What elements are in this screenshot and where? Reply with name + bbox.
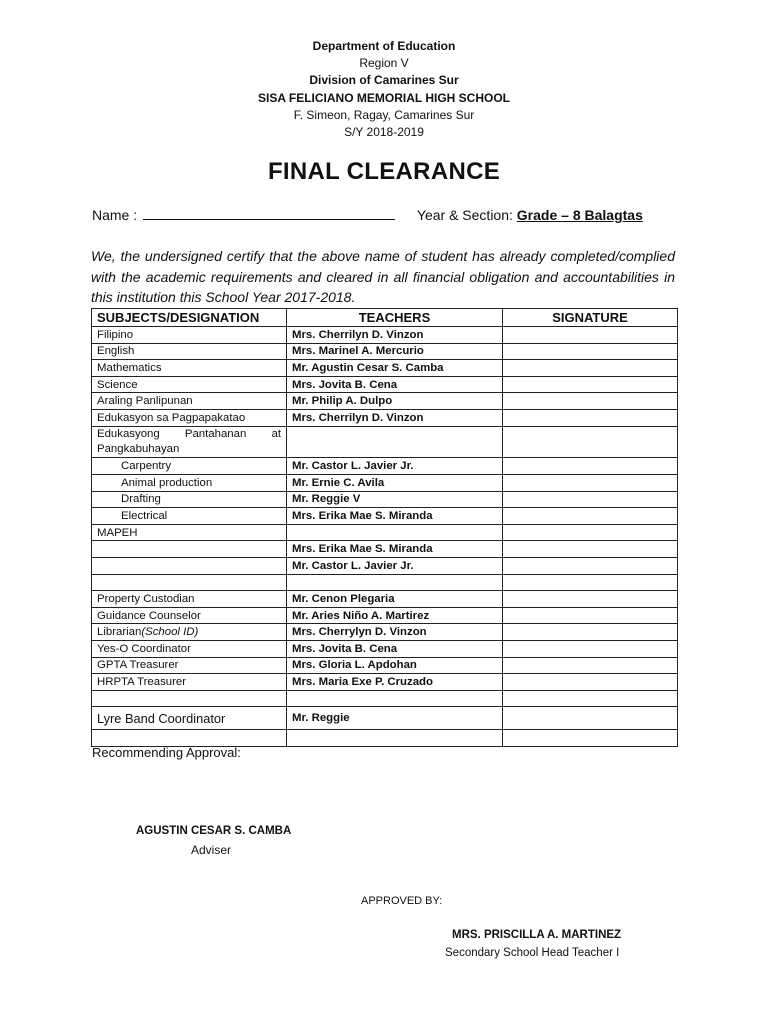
teacher-cell: Mrs. Erika Mae S. Miranda [287,508,503,525]
subject-cell: Property Custodian [92,591,287,608]
department-name: Department of Education [312,39,456,53]
table-row [92,491,678,508]
teacher-cell [287,574,503,591]
table-row [92,508,678,525]
teacher-cell: Mr. Castor L. Javier Jr. [287,557,503,574]
teacher-cell: Mrs. Cherrilyn D. Vinzon [287,409,503,426]
subject-cell: Yes-O Coordinator [92,640,287,657]
division-name: Division of Camarines Sur [309,73,459,88]
subject-label: Librarian [97,626,142,639]
adviser-role: Adviser [191,843,232,857]
teacher-cell: Mr. Castor L. Javier Jr. [287,458,503,475]
adviser-name: AGUSTIN CESAR S. CAMBA [136,825,292,837]
signature-cell [503,690,678,707]
subject-cell [92,730,287,747]
table-row [92,657,678,674]
teacher-cell: Mrs. Gloria L. Apdohan [287,657,503,674]
table-row [92,541,678,558]
approved-by-label: APPROVED BY: [361,895,443,907]
teacher-cell: Mrs. Maria Exe P. Cruzado [287,674,503,691]
header-teachers: TEACHERS [287,309,503,327]
subject-cell: GPTA Treasurer [92,657,287,674]
subject-cell [92,624,287,641]
school-head-name: MRS. PRISCILLA A. MARTINEZ [452,929,622,941]
name-label: Name : [92,207,142,223]
signature-cell [503,491,678,508]
signature-cell [503,557,678,574]
signature-cell [503,474,678,491]
certification-statement: We, the undersigned certify that the above name of student has already completed/complied with the academic requirements and cleared in all financial obligation and accountabilities in this institution this School Year 2017-2018. [91,248,675,305]
table-row [92,474,678,491]
table-row [92,409,678,426]
teacher-cell: Mrs. Marinel A. Mercurio [287,343,503,360]
table-row [92,574,678,591]
region-name: Region V [359,56,409,71]
header-signature: SIGNATURE [503,309,678,327]
signature-cell [503,409,678,426]
subject-cell [92,541,287,558]
year-section-value: Grade – 8 Balagtas [516,207,643,223]
name-blank-line [143,207,395,220]
table-row [92,376,678,393]
table-row [92,327,678,344]
teacher-cell: Mr. Reggie V [287,491,503,508]
teacher-cell [287,524,503,541]
signature-cell [503,574,678,591]
teacher-cell [287,426,503,458]
year-section-label: Year & Section: [416,207,517,223]
subject-cell: Lyre Band Coordinator [92,707,287,730]
signature-cell [503,360,678,377]
subject-cell: Araling Panlipunan [92,393,287,410]
table-row [92,730,678,747]
signature-cell [503,458,678,475]
teacher-cell: Mrs. Cherrylyn D. Vinzon [287,624,503,641]
teacher-cell: Mr. Reggie [287,707,503,730]
teacher-cell [287,730,503,747]
signature-cell [503,730,678,747]
teacher-cell [287,690,503,707]
letterhead [0,38,768,141]
signature-cell [503,343,678,360]
table-row [92,557,678,574]
table-row [92,524,678,541]
subject-cell: Edukasyong Pantahanan at Pangkabuhayan [92,426,287,458]
teacher-cell: Mr. Agustin Cesar S. Camba [287,360,503,377]
clearance-table [91,308,678,747]
table-row [92,458,678,475]
signature-cell [503,707,678,730]
table-row [92,343,678,360]
subject-cell [92,574,287,591]
table-row [92,360,678,377]
teacher-cell: Mr. Ernie C. Avila [287,474,503,491]
subject-cell: Electrical [92,508,287,525]
teacher-cell: Mr. Aries Niño A. Martirez [287,607,503,624]
table-row [92,426,678,458]
table-row [92,640,678,657]
signature-cell [503,393,678,410]
signature-cell [503,541,678,558]
subject-cell [92,557,287,574]
page-title: FINAL CLEARANCE [267,158,501,185]
recommending-approval-label: Recommending Approval: [92,745,241,760]
teacher-cell: Mr. Philip A. Dulpo [287,393,503,410]
signature-cell [503,327,678,344]
subject-cell: Filipino [92,327,287,344]
signature-cell [503,607,678,624]
table-row [92,690,678,707]
subject-cell: Drafting [92,491,287,508]
teacher-cell: Mrs. Jovita B. Cena [287,376,503,393]
header-subjects: SUBJECTS/DESIGNATION [92,309,287,327]
teacher-cell: Mr. Cenon Plegaria [287,591,503,608]
table-header-row [92,309,678,327]
signature-cell [503,524,678,541]
signature-cell [503,657,678,674]
signature-cell [503,591,678,608]
signature-cell [503,624,678,641]
teacher-cell: Mrs. Erika Mae S. Miranda [287,541,503,558]
school-year: S/Y 2018-2019 [344,125,424,140]
table-row [92,393,678,410]
school-name: SISA FELICIANO MEMORIAL HIGH SCHOOL [257,90,510,105]
student-info-line [92,207,682,223]
table-row [92,674,678,691]
subject-cell: MAPEH [92,524,287,541]
table-row [92,591,678,608]
subject-cell: Carpentry [92,458,287,475]
subject-cell: HRPTA Treasurer [92,674,287,691]
subject-note: (School ID) [141,626,199,639]
subject-cell: Animal production [92,474,287,491]
subject-cell: Guidance Counselor [92,607,287,624]
signature-cell [503,640,678,657]
signature-cell [503,376,678,393]
subject-cell [92,690,287,707]
subject-cell: Science [92,376,287,393]
table-row [92,607,678,624]
signature-cell [503,426,678,458]
subject-cell: Mathematics [92,360,287,377]
school-address: F. Simeon, Ragay, Camarines Sur [293,107,475,122]
school-head-role: Secondary School Head Teacher I [445,947,620,959]
teacher-cell: Mrs. Cherrilyn D. Vinzon [287,327,503,344]
subject-cell: Edukasyon sa Pagpapakatao [92,409,287,426]
teacher-cell: Mrs. Jovita B. Cena [287,640,503,657]
subject-cell: English [92,343,287,360]
signature-cell [503,508,678,525]
table-row [92,624,678,641]
signature-cell [503,674,678,691]
table-row [92,707,678,730]
